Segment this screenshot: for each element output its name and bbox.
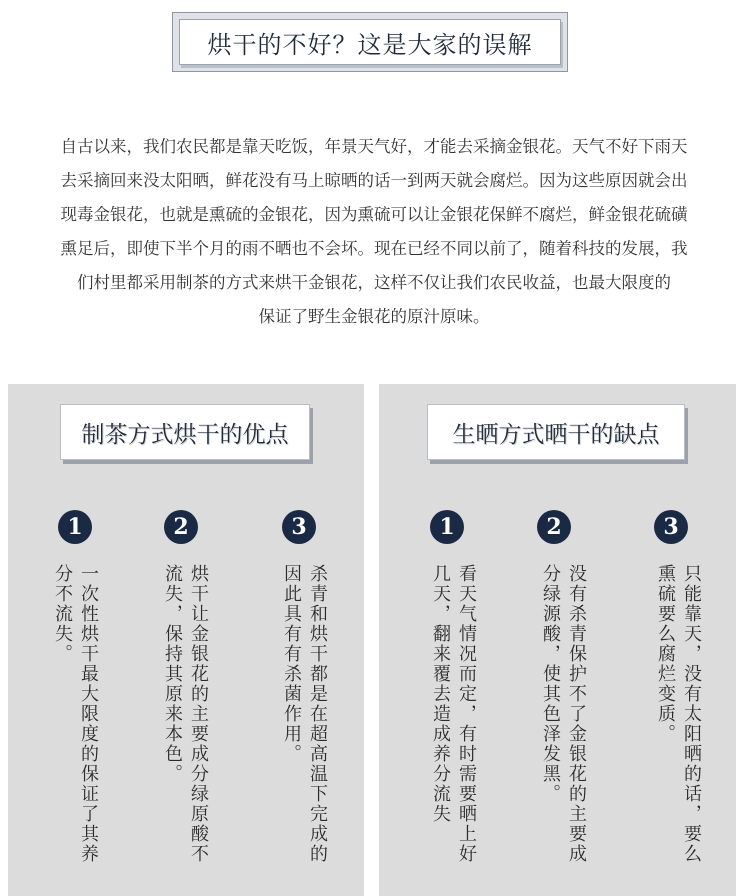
number-badge: 1 (430, 510, 464, 544)
advantages-panel (8, 384, 364, 896)
advantage-item-text: 一次性烘干最大限度的保证了其养分不流失。 (52, 564, 99, 864)
intro-paragraph (10, 130, 738, 334)
intro-line: 们村里都采用制茶的方式来烘干金银花，这样不仅让我们农民收益，也最大限度的 (77, 273, 671, 292)
advantages-heading: 制茶方式烘干的优点 (81, 421, 289, 448)
intro-line: 去采摘回来没太阳晒，鲜花没有马上晾晒的话一到两天就会腐烂。因为这些原因就会出 (60, 171, 688, 190)
disadvantage-item-text: 看天气情况而定，有时需要晒上好几天，翻来覆去造成养分流失 (430, 564, 477, 864)
number-badge: 3 (654, 510, 688, 544)
advantage-item-text: 烘干让金银花的主要成分绿原酸不流失，保持其原来本色。 (162, 564, 209, 864)
disadvantages-panel (379, 384, 736, 896)
advantages-heading-box (60, 404, 310, 460)
intro-line: 现毒金银花，也就是熏硫的金银花，因为熏硫可以让金银花保鲜不腐烂，鲜金银花硫磺 (60, 205, 688, 224)
title-inner-frame (179, 19, 561, 65)
number-badge: 1 (58, 510, 92, 544)
number-badge: 2 (164, 510, 198, 544)
intro-line: 自古以来，我们农民都是靠天吃饭，年景天气好，才能去采摘金银花。天气不好下雨天 (60, 137, 688, 156)
disadvantages-heading-box (427, 404, 685, 460)
intro-line: 保证了野生金银花的原汁原味。 (258, 307, 490, 326)
title-frame (172, 12, 568, 72)
number-badge: 3 (282, 510, 316, 544)
intro-line: 熏足后，即使下半个月的雨不晒也不会坏。现在已经不同以前了，随着科技的发展，我 (60, 239, 688, 258)
number-badge: 2 (537, 510, 571, 544)
disadvantage-item-text: 只能靠天，没有太阳晒的话，要么熏硫要么腐烂变质。 (655, 564, 702, 864)
advantage-item-text: 杀青和烘干都是在超高温下完成的因此具有有杀菌作用。 (281, 564, 328, 864)
page-title: 烘干的不好？这是大家的误解 (207, 30, 533, 59)
disadvantage-item-text: 没有杀青保护不了金银花的主要成分绿源酸，使其色泽发黑。 (540, 564, 587, 864)
disadvantages-heading: 生晒方式晒干的缺点 (452, 421, 660, 448)
